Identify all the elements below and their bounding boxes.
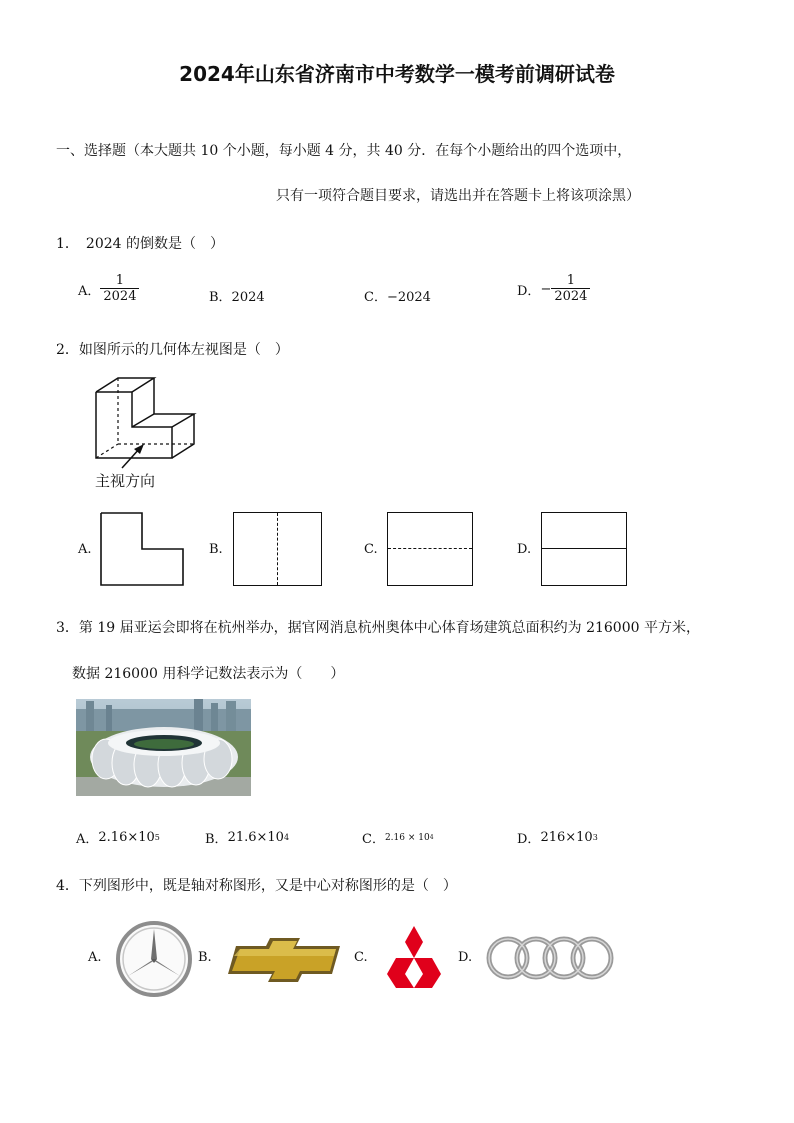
q1-option-c[interactable]: C．−2024 xyxy=(364,290,431,305)
q3-stem-line1: 3．第 19 届亚运会即将在杭州举办，据官网消息杭州奥体中心体育场建筑总面积约为 216000 平方米， xyxy=(56,620,700,636)
q2-option-d-edge-line xyxy=(542,548,626,549)
q2-option-b-label[interactable]: B. xyxy=(209,542,223,557)
q1-option-a-den: 2024 xyxy=(100,288,139,304)
q3-option-a[interactable] xyxy=(76,828,160,847)
q2-option-c-label[interactable]: C. xyxy=(364,542,378,557)
q2-option-d-label[interactable]: D. xyxy=(517,542,532,557)
q1-option-d-label: D． xyxy=(517,283,541,299)
q1-option-b[interactable]: B．2024 xyxy=(209,290,265,305)
q3-option-a-label: A． xyxy=(76,832,99,847)
q2-option-c-hidden-line xyxy=(388,548,472,549)
q3-option-b-exp: 4 xyxy=(283,833,290,842)
q4-option-c-label[interactable]: C. xyxy=(354,950,368,965)
q1-option-d-fraction xyxy=(551,274,590,305)
page-title: 2024年山东省济南市中考数学一模考前调研试卷 xyxy=(179,62,615,86)
chevrolet-logo-icon[interactable] xyxy=(222,938,347,982)
q3-option-a-exp: 5 xyxy=(154,833,160,842)
audi-rings-logo-icon[interactable] xyxy=(484,934,616,982)
q1-option-d[interactable] xyxy=(517,274,590,305)
q1-option-d-den: 2024 xyxy=(551,288,590,304)
q4-option-a-label[interactable]: A. xyxy=(88,950,102,965)
q1-option-a-fraction xyxy=(100,274,139,305)
q4-option-d-label[interactable]: D. xyxy=(458,950,473,965)
q1-option-d-num: 1 xyxy=(566,273,576,288)
q1-option-a[interactable] xyxy=(78,274,139,305)
q3-option-d-exp: 3 xyxy=(592,833,598,842)
q2-option-a-label[interactable]: A. xyxy=(78,542,92,557)
q1-option-a-label: A． xyxy=(78,283,101,299)
q3-option-b-label: B． xyxy=(205,832,228,847)
q2-option-c-figure[interactable] xyxy=(387,512,473,586)
q3-option-b-base: 21.6×10 xyxy=(227,830,284,845)
q2-option-b-hidden-line xyxy=(277,513,278,585)
q3-option-d-label: D． xyxy=(517,832,541,847)
q3-option-c-label: C． xyxy=(362,832,385,847)
q3-option-b[interactable] xyxy=(205,828,289,847)
q3-option-a-base: 2.16×10 xyxy=(98,830,155,845)
q2-option-a-figure[interactable] xyxy=(100,512,184,586)
q4-stem: 4．下列图形中，既是轴对称图形，又是中心对称图形的是（ ） xyxy=(56,878,457,894)
q4-option-b-label[interactable]: B. xyxy=(198,950,212,965)
mercedes-logo-icon[interactable] xyxy=(115,920,193,998)
q3-option-d[interactable] xyxy=(517,828,598,847)
q2-view-caption: 主视方向 xyxy=(95,472,156,490)
q3-stem-line2: 数据 216000 用科学记数法表示为（ ） xyxy=(72,666,345,682)
q3-option-c-exp: 4 xyxy=(429,834,434,841)
q2-solid-figure xyxy=(90,372,210,472)
view-direction-arrow-icon xyxy=(118,442,148,470)
q1-stem: 1． 2024 的倒数是（ ） xyxy=(56,236,224,252)
section-instruction-line2: 只有一项符合题目要求，请选出并在答题卡上将该项涂黑） xyxy=(276,188,640,204)
section-instruction-line1: 一、选择题（本大题共 10 个小题，每小题 4 分，共 40 分．在每个小题给出的四个选项中， xyxy=(56,143,632,159)
q1-option-d-sign: − xyxy=(540,281,552,297)
q3-option-c-base: 2.16 × 10 xyxy=(384,832,430,843)
q3-option-c[interactable] xyxy=(362,828,434,847)
q2-option-d-figure[interactable] xyxy=(541,512,627,586)
mitsubishi-logo-icon[interactable] xyxy=(378,924,450,990)
q1-option-a-num: 1 xyxy=(115,273,125,288)
stadium-photo xyxy=(76,699,251,796)
q2-stem: 2．如图所示的几何体左视图是（ ） xyxy=(56,342,289,358)
q2-option-b-figure[interactable] xyxy=(233,512,322,586)
q3-option-d-base: 216×10 xyxy=(540,830,593,845)
